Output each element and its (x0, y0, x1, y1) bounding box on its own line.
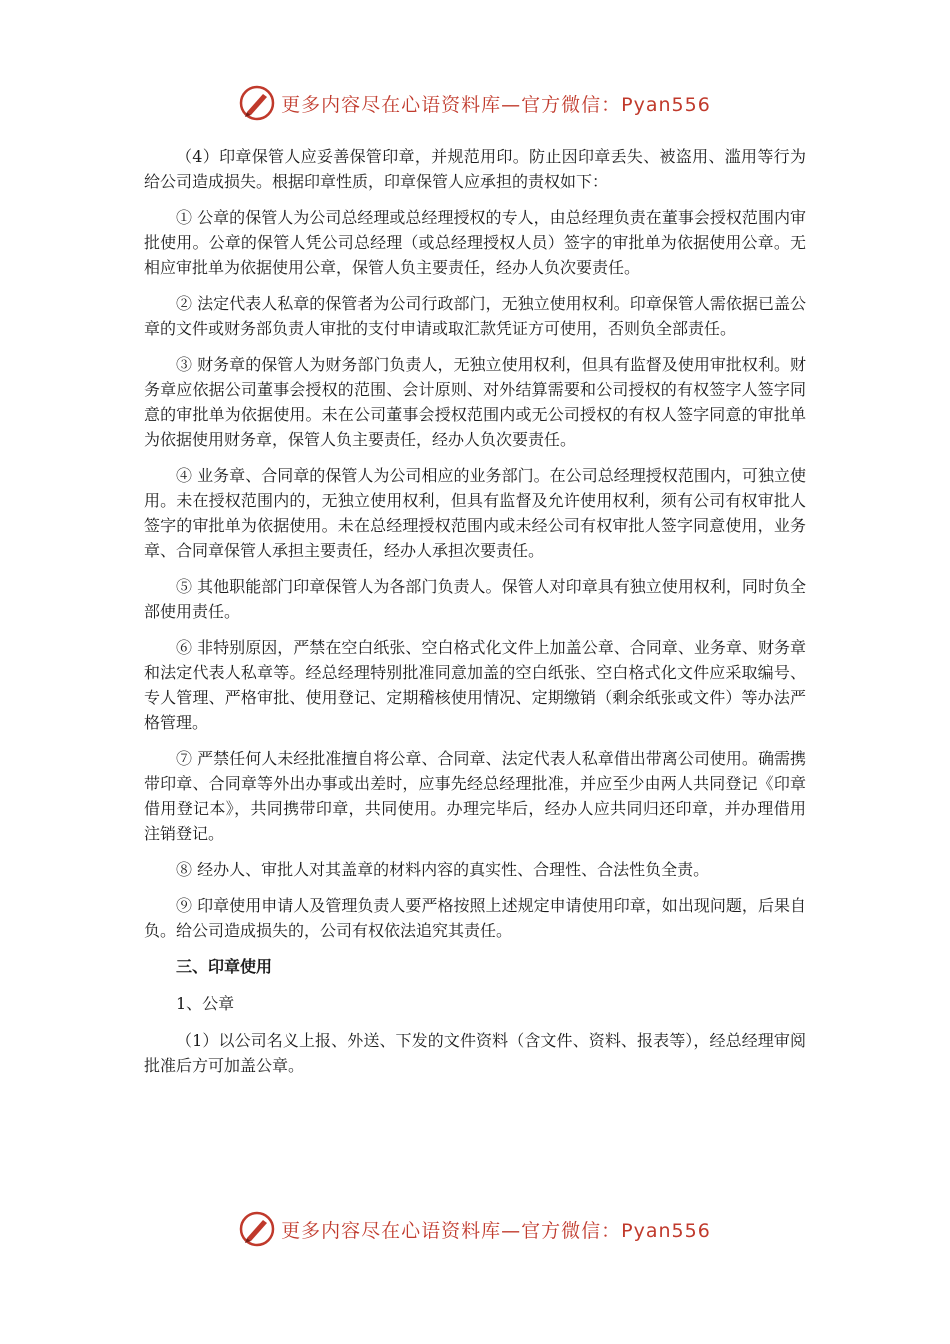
paragraph: ⑨ 印章使用申请人及管理负责人要严格按照上述规定申请使用印章，如出现问题，后果自负。给公司造成损失的，公司有权依法追究其责任。 (144, 896, 806, 940)
header-banner (0, 83, 950, 123)
pen-logo-icon (239, 85, 275, 121)
subsection-heading: 1、公章 (176, 994, 235, 1013)
paragraph: ④ 业务章、合同章的保管人为公司相应的业务部门。在公司总经理授权范围内，可独立使用。未在授权范围内的，无独立使用权利，但具有监督及允许使用权利，须有公司有权审批人签字的审批单为依据使用。未在总经理授权范围内或未经公司有权审批人签字同意使用，业务章、合同章保管人承担主要责任，经办人承担次要责任。 (144, 466, 806, 560)
paragraph: ⑦ 严禁任何人未经批准擅自将公章、合同章、法定代表人私章借出带离公司使用。确需携带印章、合同章等外出办事或出差时，应事先经总经理批准，并应至少由两人共同登记《印章借用登记本》，共同携带印章，共同使用。办理完毕后，经办人应共同归还印章，并办理借用注销登记。 (144, 749, 806, 843)
paragraph: ③ 财务章的保管人为财务部门负责人，无独立使用权利，但具有监督及使用审批权利。财务章应依据公司董事会授权的范围、会计原则、对外结算需要和公司授权的有权签字人签字同意的审批单为依据使用。未在公司董事会授权范围内或无公司授权的有权人签字同意的审批单为依据使用财务章，保管人负主要责任，经办人负次要责任。 (144, 355, 806, 449)
paragraph: ⑤ 其他职能部门印章保管人为各部门负责人。保管人对印章具有独立使用权利，同时负全部使用责任。 (144, 577, 806, 621)
pen-logo-icon (239, 1211, 275, 1247)
banner-text: 更多内容尽在心语资料库—官方微信：Pyan556 (281, 1219, 711, 1242)
paragraph: ⑥ 非特别原因，严禁在空白纸张、空白格式化文件上加盖公章、合同章、业务章、财务章和法定代表人私章等。经总经理特别批准同意加盖的空白纸张、空白格式化文件应采取编号、专人管理、严格审批、使用登记、定期稽核使用情况、定期缴销（剩余纸张或文件）等办法严格管理。 (144, 638, 806, 732)
banner-text: 更多内容尽在心语资料库—官方微信：Pyan556 (281, 93, 711, 116)
paragraph: ② 法定代表人私章的保管者为公司行政部门，无独立使用权利。印章保管人需依据已盖公章的文件或财务部负责人审批的支付申请或取汇款凭证方可使用，否则负全部责任。 (144, 294, 806, 338)
document-body (144, 144, 806, 1089)
paragraph: ① 公章的保管人为公司总经理或总经理授权的专人，由总经理负责在董事会授权范围内审批使用。公章的保管人凭公司总经理（或总经理授权人员）签字的审批单为依据使用公章。无相应审批单为依据使用公章，保管人负主要责任，经办人负次要责任。 (144, 208, 806, 277)
footer-banner (0, 1209, 950, 1249)
paragraph: （1）以公司名义上报、外送、下发的文件资料（含文件、资料、报表等），经总经理审阅批准后方可加盖公章。 (144, 1031, 806, 1075)
paragraph: （4）印章保管人应妥善保管印章，并规范用印。防止因印章丢失、被盗用、滥用等行为给公司造成损失。根据印章性质，印章保管人应承担的责权如下： (144, 147, 806, 191)
section-heading: 三、印章使用 (176, 957, 273, 976)
paragraph: ⑧ 经办人、审批人对其盖章的材料内容的真实性、合理性、合法性负全责。 (176, 860, 710, 879)
